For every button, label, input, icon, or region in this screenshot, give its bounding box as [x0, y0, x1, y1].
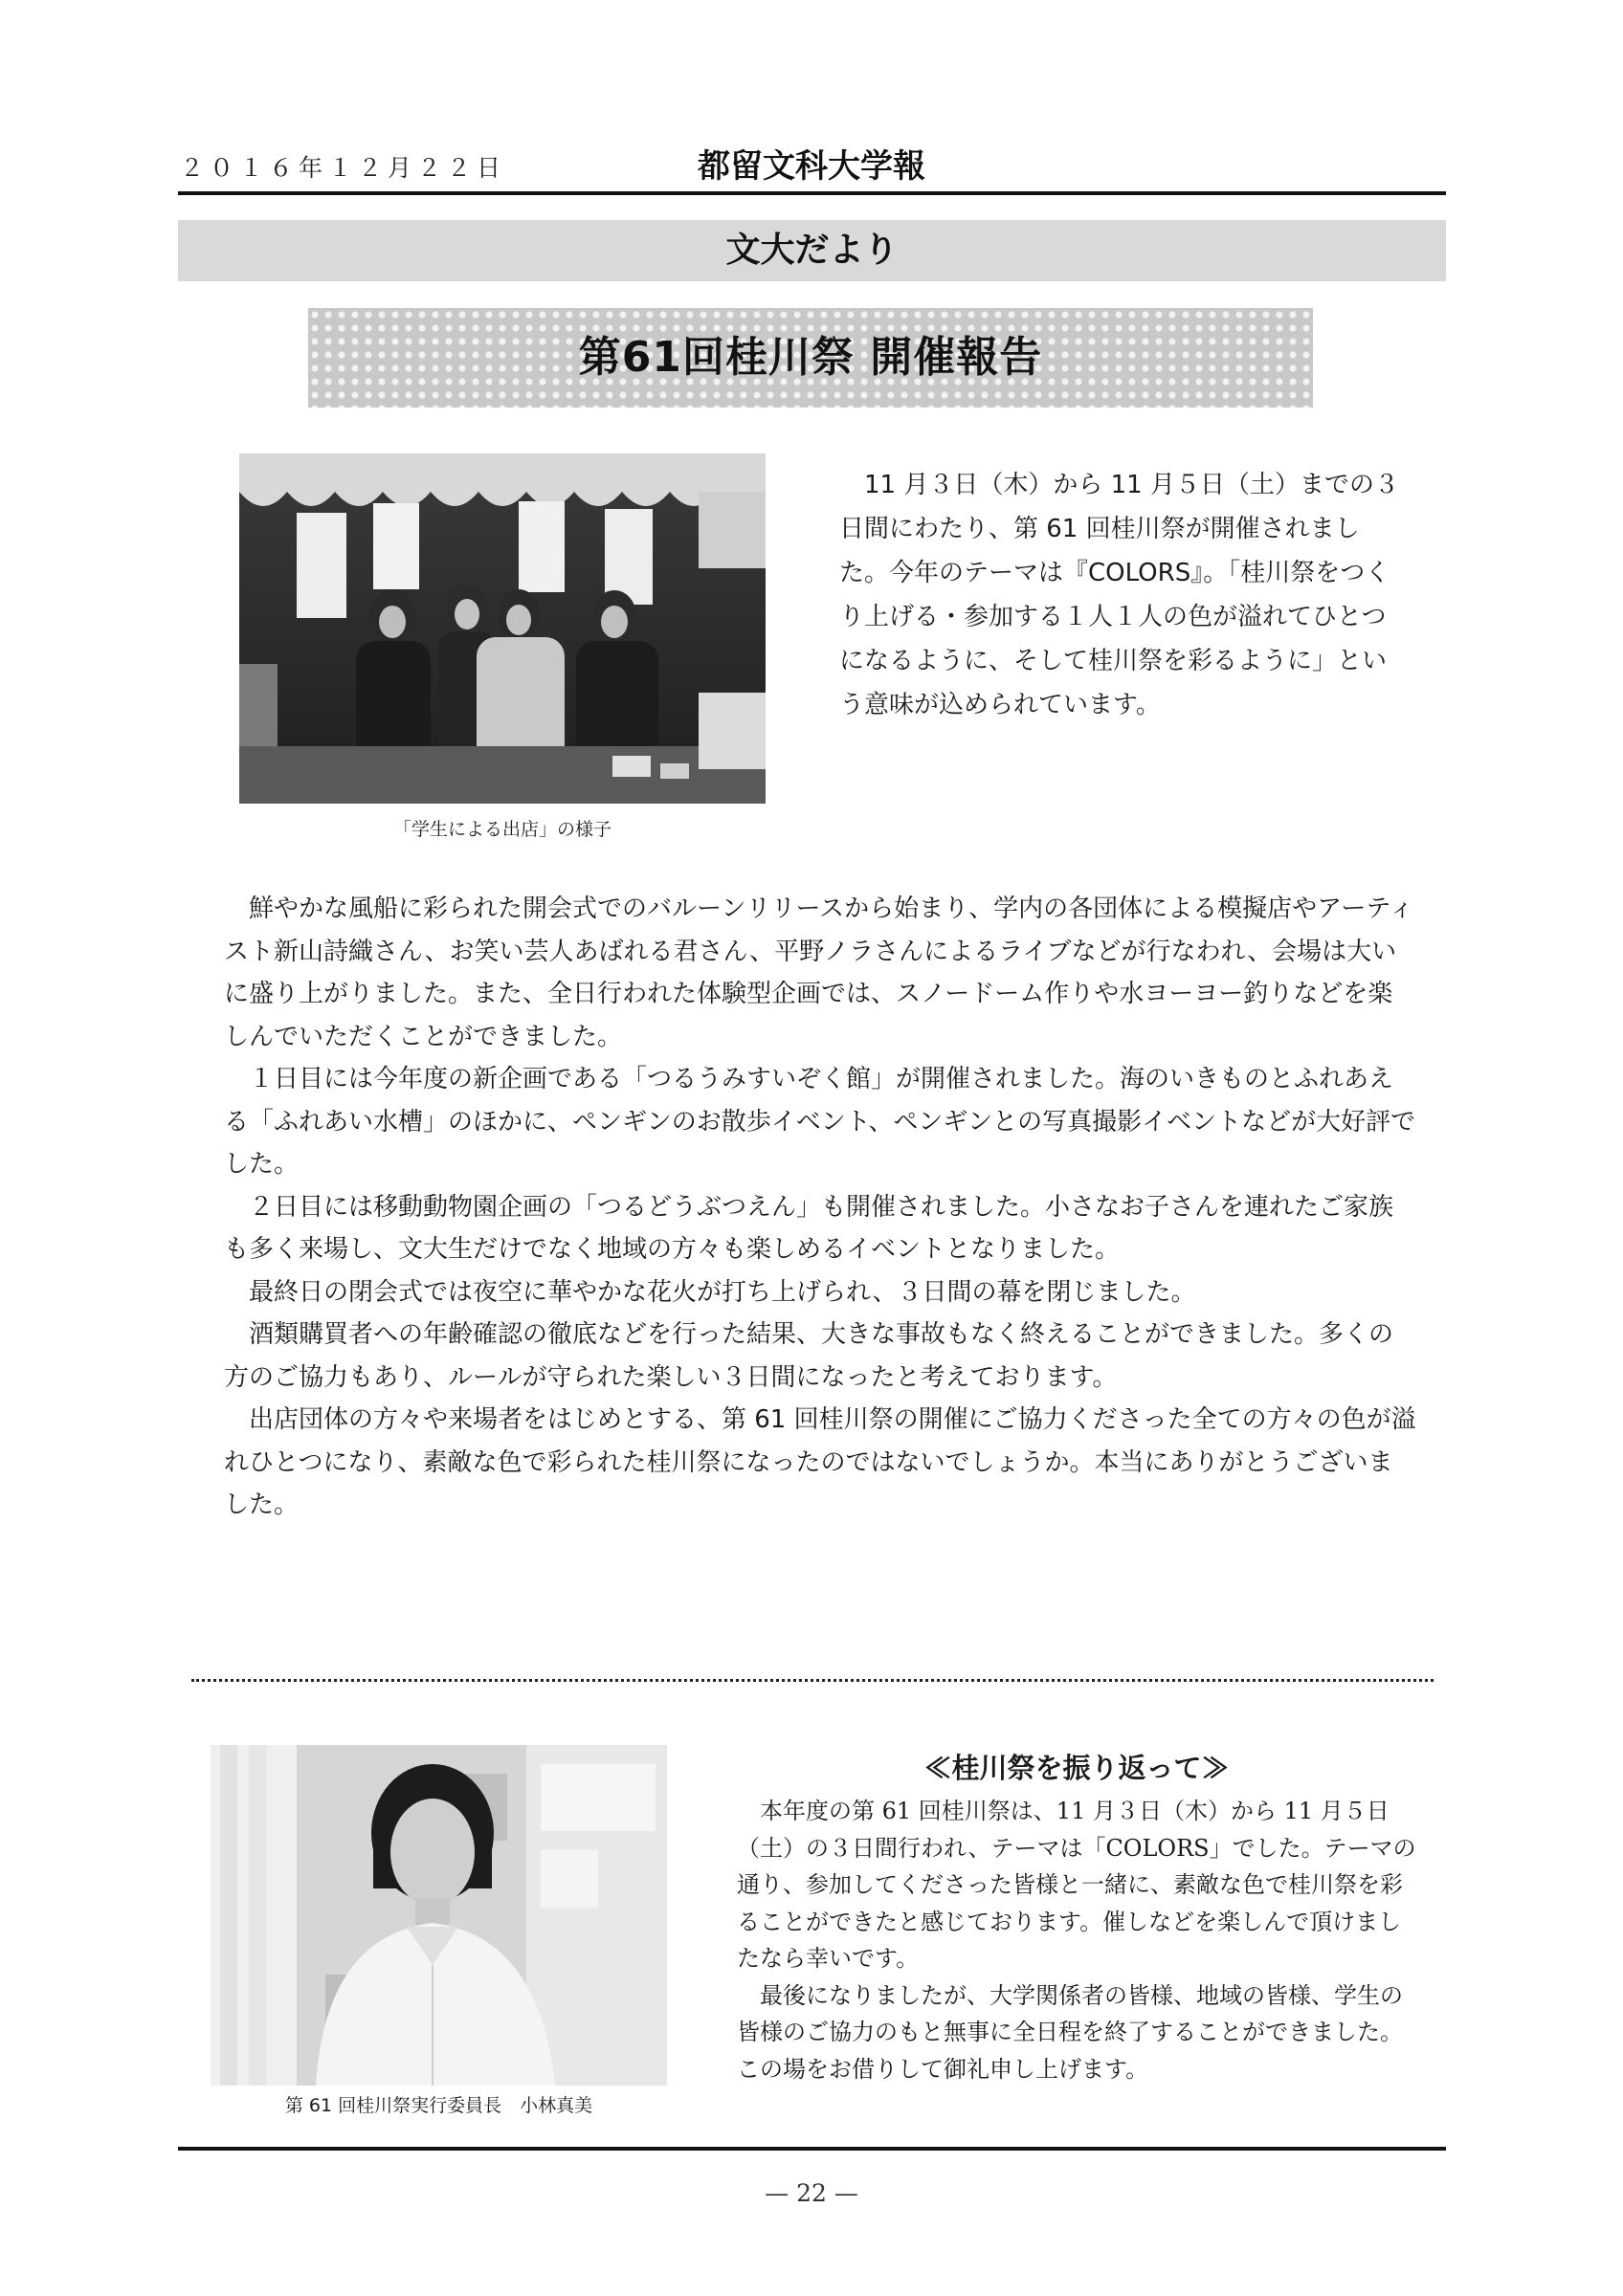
body-paragraph: 鮮やかな風船に彩られた開会式でのバルーンリリースから始まり、学内の各団体による模擬店やアーティスト新山詩織さん、お笑い芸人あばれる君さん、平野ノラさんによるライブなどが行なわれ、会場は大いに盛り上がりました。また、全日行われた体験型企画では、スノードーム作りや水ヨーヨー釣りなどを楽しんでいただくことができました。 — [224, 894, 1414, 1051]
festival-stall-photo — [239, 453, 766, 804]
stall-photo-caption: 「学生による出店」の様子 — [392, 819, 611, 840]
article-body — [224, 888, 1416, 1527]
chair-photo-caption: 第 61 回桂川祭実行委員長 小林真美 — [284, 2095, 593, 2116]
committee-chair-photo — [211, 1745, 667, 2086]
retrospective-paragraph: 最後になりましたが、大学関係者の皆様、地域の皆様、学生の皆様のご協力のもと無事に全日程を終了することができました。この場をお借りして御礼申し上げます。 — [737, 1981, 1403, 2083]
retrospective-title: ≪桂川祭を振り返って≫ — [923, 1752, 1230, 1784]
retrospective-body — [737, 1793, 1418, 2087]
footer-rule — [178, 2147, 1446, 2151]
publication-title: 都留文科大学報 — [698, 147, 925, 186]
retrospective-paragraph: 本年度の第 61 回桂川祭は、11 月３日（木）から 11 月５日（土）の３日間行われ、テーマは「COLORS」でした。テーマの通り、参加してくださった皆様と一緒に、素敵な色で桂川祭を彩ることができたと感じております。催しなどを楽しんで頂けましたなら幸いです。 — [737, 1798, 1416, 1972]
article-intro: 11 月３日（木）から 11 月５日（土）までの３日間にわたり、第 61 回桂川祭が開催されました。今年のテーマは『COLORS』。「桂川祭をつくり上げる・参加する１人１人の色が溢れてひとつになるように、そして桂川祭を彩るように」という意味が込められています。 — [839, 471, 1399, 719]
body-paragraph: ２日目には移動動物園企画の「つるどうぶつえん」も開催されました。小さなお子さんを連れたご家族も多く来場し、文大生だけでなく地域の方々も楽しめるイベントとなりました。 — [224, 1192, 1394, 1264]
section-heading: 文大だより — [178, 220, 1446, 281]
body-paragraph: 出店団体の方々や来場者をはじめとする、第 61 回桂川祭の開催にご協力くださった全ての方々の色が溢れひとつになり、素敵な色で彩られた桂川祭になったのではないでしょうか。本当にありがとうございました。 — [224, 1405, 1416, 1519]
article-title: 第61回桂川祭 開催報告 — [308, 308, 1313, 408]
page-number: — 22 — — [765, 2179, 858, 2207]
committee-chair-photo-image — [211, 1745, 667, 2086]
section-divider — [191, 1679, 1434, 1682]
issue-date: ２０１６年１２月２２日 — [180, 154, 507, 182]
body-paragraph: 最終日の閉会式では夜空に華やかな花火が打ち上げられ、３日間の幕を閉じました。 — [249, 1277, 1196, 1307]
festival-stall-photo-image — [239, 453, 766, 804]
body-paragraph: 酒類購買者への年齢確認の徹底などを行った結果、大きな事故もなく終えることができました。多くの方のご協力もあり、ルールが守られた楽しい３日間になったと考えております。 — [224, 1320, 1394, 1392]
header-rule — [178, 191, 1446, 195]
body-paragraph: １日目には今年度の新企画である「つるうみすいぞく館」が開催されました。海のいきものとふれあえる「ふれあい水槽」のほかに、ペンギンのお散歩イベント、ペンギンとの写真撮影イベントなどが大好評でした。 — [224, 1065, 1416, 1179]
